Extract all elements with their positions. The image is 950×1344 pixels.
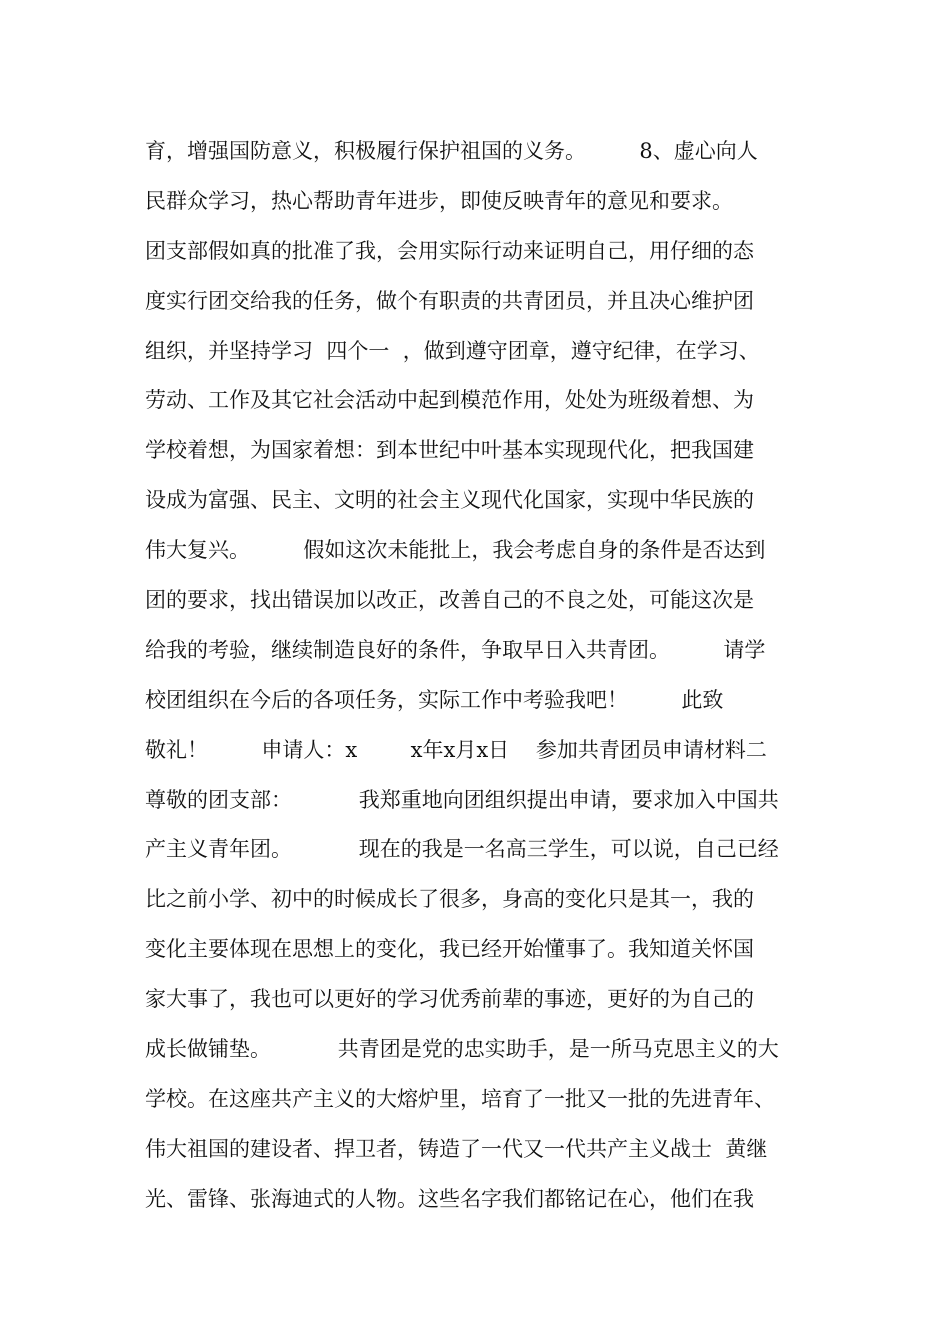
text-line: 给我的考验，继续制造良好的条件，争取早日入共青团。 请学 [145,637,766,662]
text-line: 产主义青年团。 现在的我是一名高三学生，可以说，自己已经 [145,837,779,862]
text-line: 伟大复兴。 假如这次未能批上，我会考虑自身的条件是否达到 [145,538,766,563]
text-line: 度实行团交给我的任务，做个有职责的共青团员，并且决心维护团 [145,288,754,313]
text-line: 学校着想，为国家着想：到本世纪中叶基本实现现代化，把我国建 [145,438,754,463]
text-line: 团支部假如真的批准了我，会用实际行动来证明自己，用仔细的态 [145,238,754,263]
text-line: 变化主要体现在思想上的变化，我已经开始懂事了。我知道关怀国 [145,937,754,962]
text-line: 劳动、工作及其它社会活动中起到模范作用，处处为班级着想、为 [145,388,754,413]
text-line: 育，增强国防意义，积极履行保护祖国的义务。 8、虚心向人 [145,139,758,163]
text-line: 比之前小学、初中的时候成长了很多，身高的变化只是其一，我的 [145,887,754,912]
body-text [145,127,825,1225]
text-line: 敬礼！ 申请人：x x年x月x日 参加共青团员申请材料二 [145,737,767,762]
text-line: 家大事了，我也可以更好的学习优秀前辈的事迹，更好的为自己的 [145,987,754,1012]
text-line: 学校。在这座共产主义的大熔炉里，培育了一批又一批的先进青年、 [145,1086,775,1111]
text-line: 校团组织在今后的各项任务，实际工作中考验我吧！ 此致 [145,687,724,712]
text-line: 光、雷锋、张海迪式的人物。这些名字我们都铭记在心，他们在我 [145,1186,754,1211]
text-line: 伟大祖国的建设者、捍卫者，铸造了一代又一代共产主义战士 黄继 [145,1136,768,1161]
text-line: 民群众学习，热心帮助青年进步，即使反映青年的意见和要求。 [145,188,733,213]
text-line: 组织，并坚持学习 四个一 ，做到遵守团章，遵守纪律，在学习、 [145,338,760,363]
text-line: 成长做铺垫。 共青团是党的忠实助手，是一所马克思主义的大 [145,1037,779,1062]
text-line: 尊敬的团支部： 我郑重地向团组织提出申请，要求加入中国共 [145,787,779,812]
text-line: 团的要求，找出错误加以改正，改善自己的不良之处，可能这次是 [145,588,754,613]
text-line: 设成为富强、民主、文明的社会主义现代化国家，实现中华民族的 [145,488,754,513]
